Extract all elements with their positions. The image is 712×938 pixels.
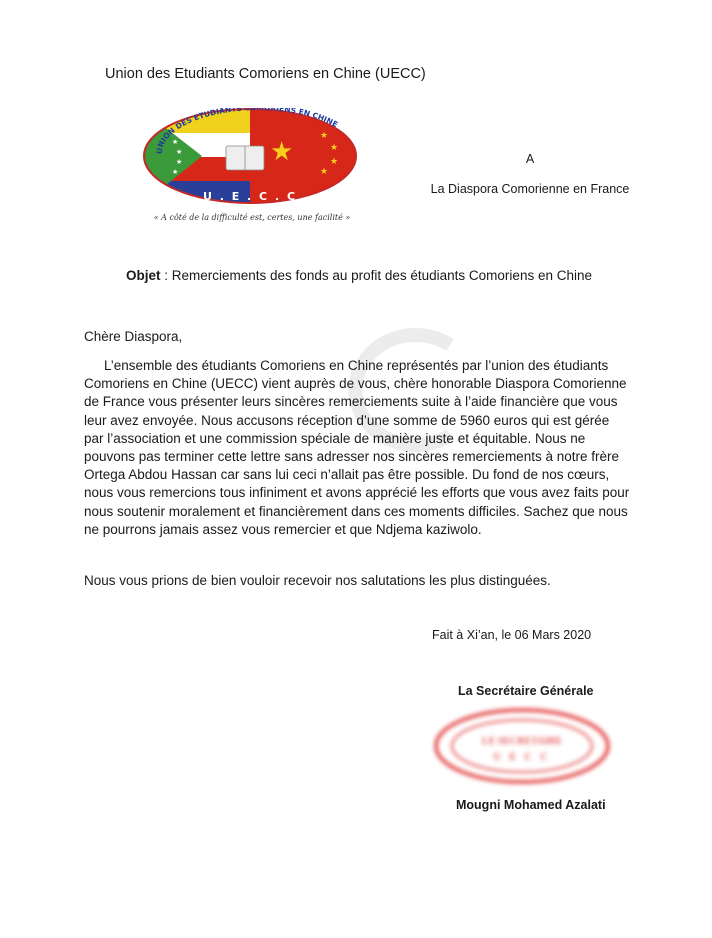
salutation: Chère Diaspora, [84, 329, 183, 344]
logo-arc-text: UNION DES ETUDIANTS RIENS EN CHINE [154, 108, 340, 155]
logo-motto: « A côté de la difficulté est, certes, une facilité » [153, 213, 351, 222]
svg-text:★: ★ [172, 168, 179, 176]
svg-text:★: ★ [176, 158, 183, 166]
watermark-graphic [330, 325, 490, 455]
uecc-logo [140, 108, 360, 230]
place-date: Fait à Xi’an, le 06 Mars 2020 [432, 628, 592, 642]
subject-line [126, 268, 592, 283]
recipient-block [430, 152, 630, 197]
logo-letters: U . E . C . C [202, 190, 298, 203]
letter-body: L’ensemble des étudiants Comoriens en Chine représentés par l’union des étudiants Comoriens en Chine (UECC) vient auprès de vous, chère honorable Diaspora Comorienne de France vous présenter leurs sincères remerciements suite à l’aide financière que vous leur avez envoyée. Nous accusons réception d’une somme de 5960 euros qui est gérée par l’association et une commission spéciale de manière juste et équitable. Nous ne pouvons pas terminer cette lettre sans adresser nos sincères remerciements à notre frère Ortega Abdou Hassan car sans lui ceci n’allait pas être possible. Du fond de nos cœurs, nous vous remercions tous infiniment et avons apprécié les efforts que vous avez faits pour nous soutenir moralement et financièrement dans ces moments difficiles. Sachez que nous ne pourrons jamais assez vous remercier et que Ndjema kaziwolo. [84, 358, 630, 537]
svg-text:★: ★ [330, 157, 339, 167]
subject-label: Objet [126, 268, 161, 283]
signer-title: La Secrétaire Générale [458, 684, 594, 698]
watermark-logo [330, 325, 490, 455]
svg-text:★: ★ [330, 143, 339, 153]
signer-name: Mougni Mohamed Azalati [456, 798, 606, 812]
svg-text:★: ★ [176, 148, 183, 156]
svg-text:★: ★ [270, 137, 294, 167]
stamp-graphic [432, 706, 612, 786]
closing-line: Nous vous prions de bien vouloir recevoir nos salutations les plus distinguées. [84, 573, 551, 588]
recipient-name: La Diaspora Comorienne en France [430, 182, 630, 196]
organization-header: Union des Etudiants Comoriens en Chine (UECC) [105, 66, 426, 82]
subject-text: : Remerciements des fonds au profit des étudiants Comoriens en Chine [160, 268, 592, 283]
svg-text:★: ★ [320, 167, 329, 177]
uecc-logo-graphic [140, 108, 360, 230]
svg-text:★: ★ [320, 131, 329, 141]
official-stamp [432, 706, 612, 786]
svg-text:★: ★ [172, 138, 179, 146]
stamp-text: LE SECRETAIRE [481, 736, 563, 747]
stamp-subtext: U E C C [493, 752, 551, 763]
recipient-to: A [525, 152, 535, 166]
